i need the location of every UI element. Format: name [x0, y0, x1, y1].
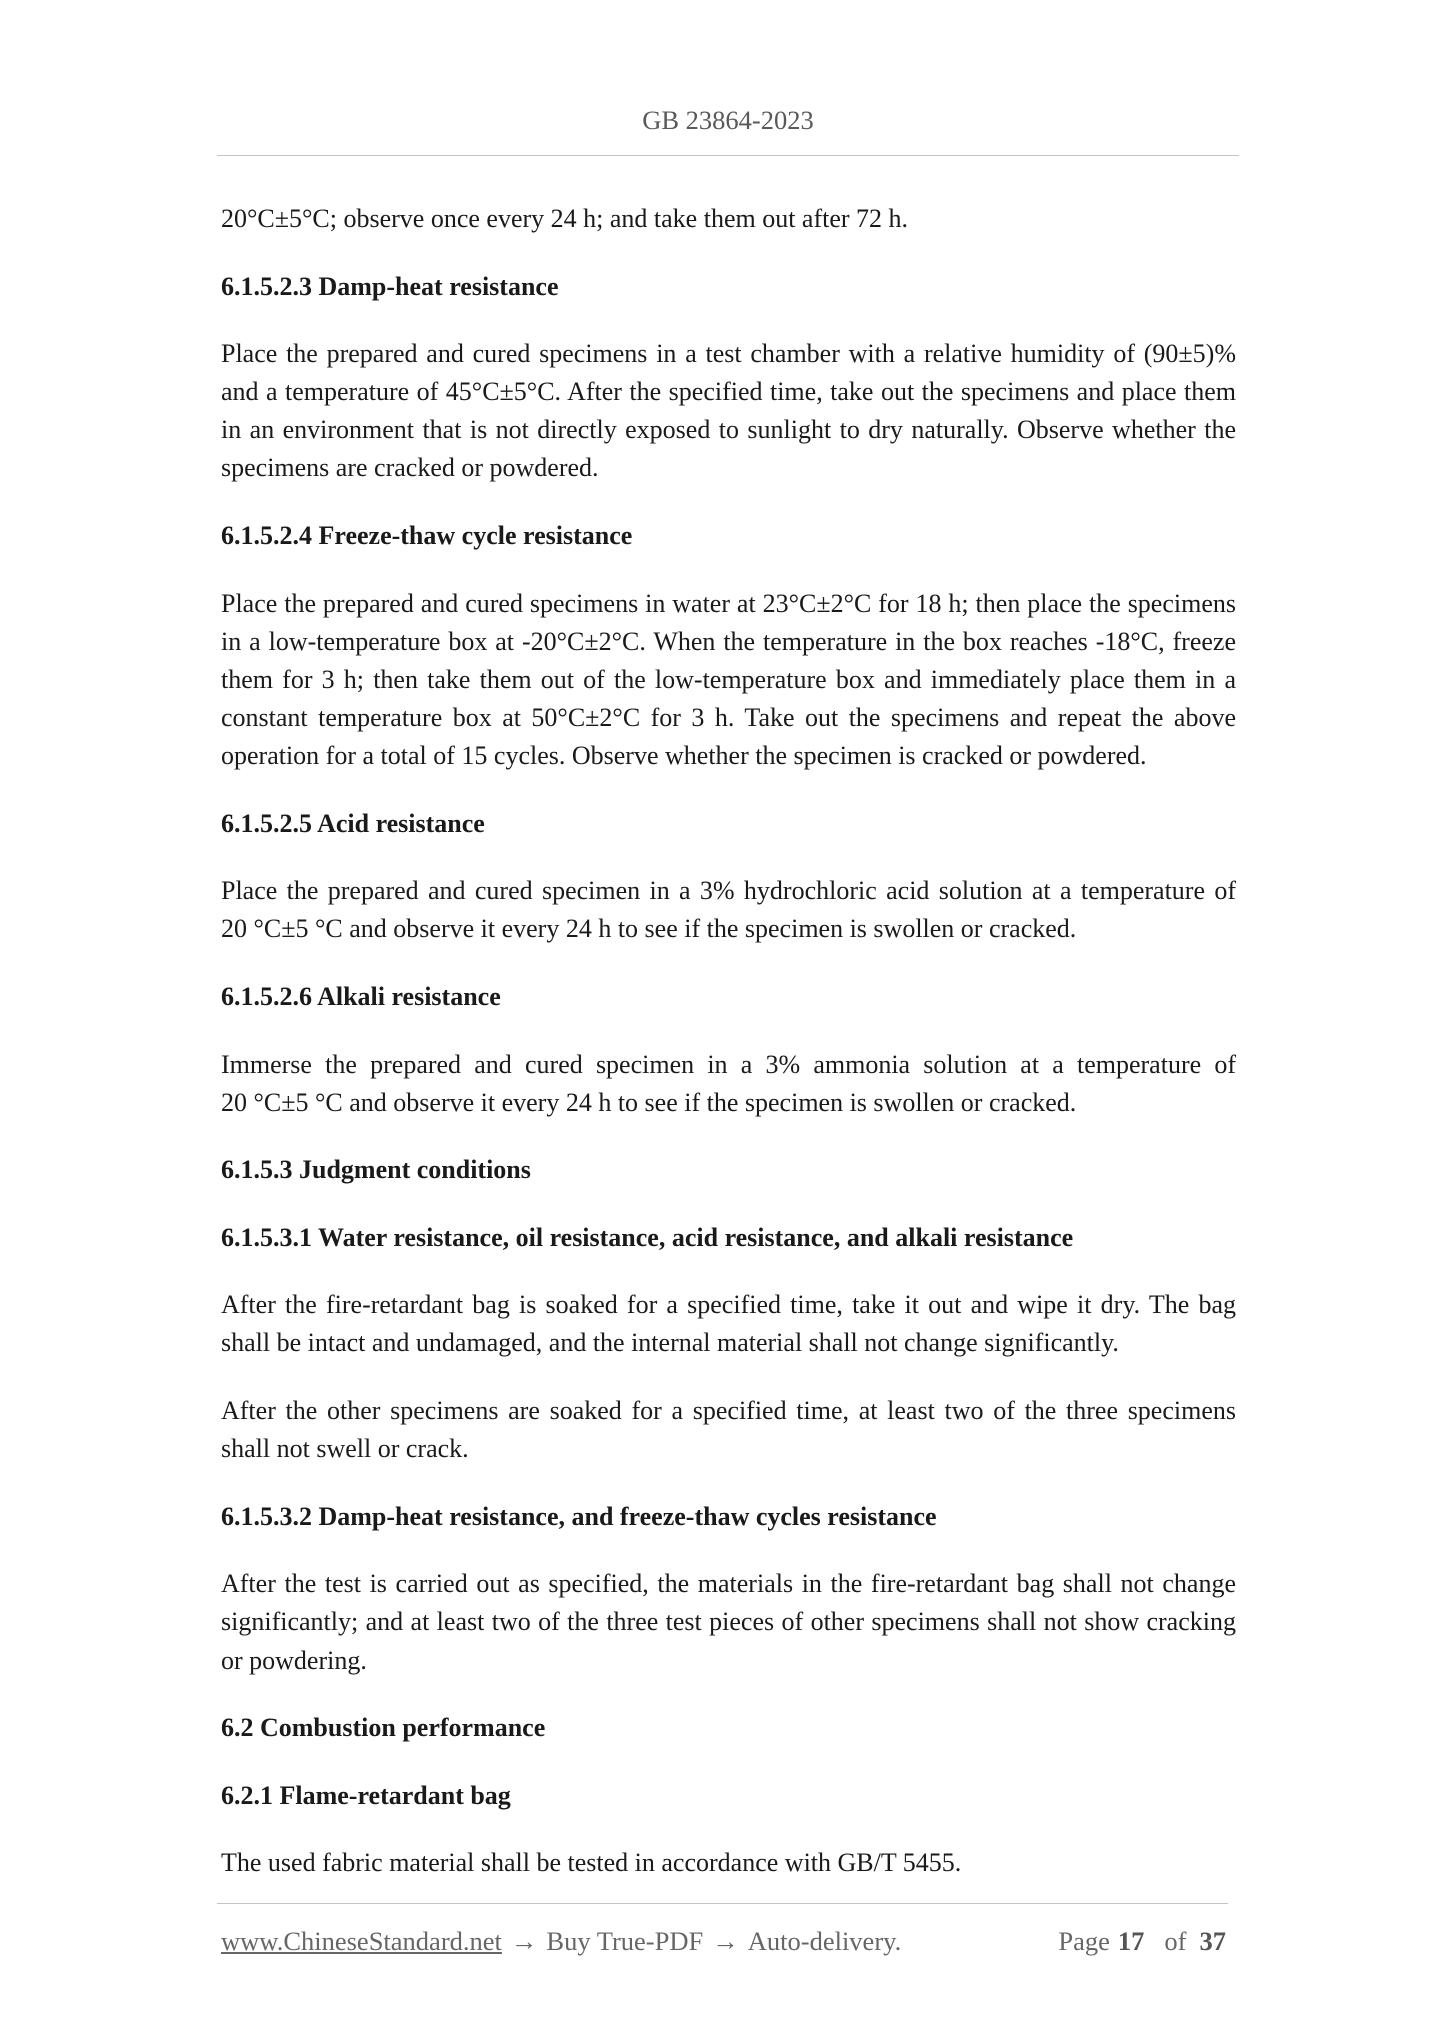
paragraph-line: in a low-temperature box at -20°C±2°C. When the temperature in the box reaches -18°C, freeze	[221, 626, 1236, 656]
section-heading-text: 6.1.5.3.2 Damp-heat resistance, and freeze-thaw cycles resistance	[221, 1501, 937, 1531]
document-body	[221, 200, 1236, 1912]
section-heading	[221, 268, 1236, 306]
section-heading-text: 6.1.5.2.3 Damp-heat resistance	[221, 271, 559, 301]
paragraph-line: Place the prepared and cured specimen in a 3% hydrochloric acid solution at a temperature of	[221, 876, 1236, 906]
of-label: of	[1164, 1926, 1187, 1956]
page-indicator	[1058, 1922, 1226, 1960]
section-heading	[221, 1498, 1236, 1536]
section-heading	[221, 1777, 1236, 1815]
paragraph-line: Place the prepared and cured specimens in water at 23°C±2°C for 18 h; then place the specimens	[221, 588, 1236, 618]
paragraph-line: After the test is carried out as specified, the materials in the fire-retardant bag shall not change	[221, 1569, 1236, 1599]
section-heading	[221, 1709, 1236, 1747]
paragraph-line: 20 °C±5 °C and observe it every 24 h to see if the specimen is swollen or cracked.	[221, 1087, 1077, 1117]
paragraph	[221, 1046, 1236, 1122]
section-heading	[221, 978, 1236, 1016]
paragraph	[221, 585, 1236, 775]
paragraph-line: Place the prepared and cured specimens in a test chamber with a relative humidity of (90±5)%	[221, 339, 1236, 369]
header-divider	[217, 155, 1239, 156]
arrow-right-icon: →	[712, 1926, 739, 1956]
buy-pdf-text: Buy True-PDF	[546, 1926, 704, 1956]
section-heading	[221, 517, 1236, 555]
paragraph-line: 20°C±5°C; observe once every 24 h; and take them out after 72 h.	[221, 204, 909, 233]
paragraph-line: operation for a total of 15 cycles. Observe whether the specimen is cracked or powdered.	[221, 741, 1147, 771]
paragraph-line: them for 3 h; then take them out of the low-temperature box and immediately place them in a	[221, 664, 1236, 694]
document-header-title: GB 23864-2023	[642, 105, 814, 135]
paragraph-line: shall be intact and undamaged, and the internal material shall not change significantly.	[221, 1328, 1119, 1358]
section-heading	[221, 1151, 1236, 1189]
arrow-right-icon: →	[510, 1926, 538, 1956]
paragraph-line: After the other specimens are soaked for a specified time, at least two of the three specimens	[221, 1396, 1236, 1426]
paragraph	[221, 1565, 1236, 1679]
page-label: Page	[1058, 1926, 1110, 1956]
paragraph-line: and a temperature of 45°C±5°C. After the specified time, take out the specimens and place them	[221, 377, 1236, 407]
paragraph-line: significantly; and at least two of the three test pieces of other specimens shall not show cracking	[221, 1607, 1236, 1637]
footer-divider	[217, 1903, 1228, 1904]
section-heading-text: 6.1.5.3.1 Water resistance, oil resistance, acid resistance, and alkali resistance	[221, 1222, 1074, 1252]
paragraph-line: or powdering.	[221, 1645, 367, 1675]
paragraph-line: specimens are cracked or powdered.	[221, 453, 599, 483]
section-heading-text: 6.1.5.2.4 Freeze-thaw cycle resistance	[221, 521, 633, 551]
paragraph-line: 20 °C±5 °C and observe it every 24 h to see if the specimen is swollen or cracked.	[221, 914, 1077, 944]
paragraph	[221, 1286, 1236, 1362]
auto-delivery-text: Auto-delivery.	[747, 1926, 902, 1956]
paragraph-line: constant temperature box at 50°C±2°C for 3 h. Take out the specimens and repeat the above	[221, 702, 1236, 732]
paragraph	[221, 872, 1236, 948]
section-heading-text: 6.1.5.2.6 Alkali resistance	[221, 981, 501, 1011]
section-heading	[221, 805, 1236, 843]
paragraph	[221, 1844, 1236, 1882]
paragraph	[221, 1392, 1236, 1468]
section-heading-text: 6.1.5.2.5 Acid resistance	[221, 808, 485, 838]
section-heading-text: 6.2 Combustion performance	[221, 1713, 546, 1743]
paragraph-line: After the fire-retardant bag is soaked for a specified time, take it out and wipe it dry. The bag	[221, 1290, 1236, 1320]
paragraph	[221, 335, 1236, 487]
current-page-number: 17	[1117, 1926, 1145, 1956]
paragraph	[221, 200, 1236, 238]
section-heading	[221, 1219, 1236, 1257]
total-page-count: 37	[1199, 1926, 1226, 1956]
paragraph-line: The used fabric material shall be tested in accordance with GB/T 5455.	[221, 1848, 962, 1878]
website-link[interactable]: www.ChineseStandard.net	[221, 1926, 502, 1956]
section-heading-text: 6.2.1 Flame-retardant bag	[221, 1780, 511, 1810]
section-heading-text: 6.1.5.3 Judgment conditions	[221, 1155, 531, 1185]
paragraph-line: shall not swell or crack.	[221, 1434, 469, 1464]
paragraph-line: in an environment that is not directly exposed to sunlight to dry naturally. Observe whether the	[221, 415, 1236, 445]
paragraph-line: Immerse the prepared and cured specimen in a 3% ammonia solution at a temperature of	[221, 1049, 1236, 1079]
footer-promo	[221, 1922, 901, 1960]
